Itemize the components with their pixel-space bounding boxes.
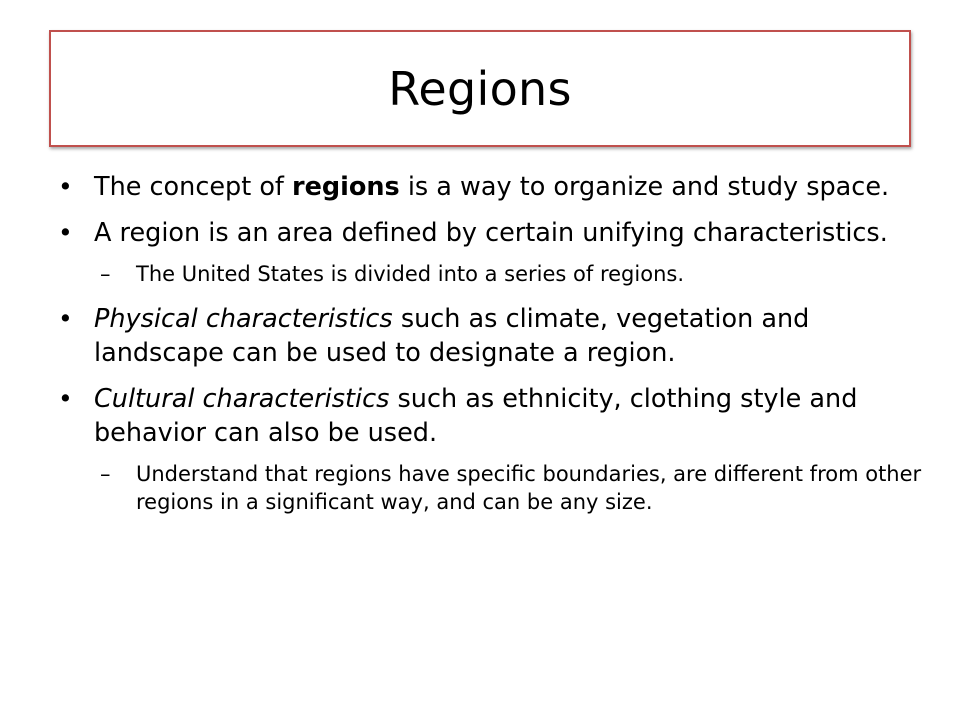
bullet-2-text: A region is an area defined by certain unifying characteristics.: [94, 218, 888, 248]
bullet-marker: •: [58, 384, 73, 413]
bullet-3-text-post: such as climate, vegetation and landscape can be used to designate a region.: [94, 304, 810, 368]
title-box: [49, 30, 911, 147]
bullet-4: [56, 382, 926, 450]
sub-bullet-1: [56, 260, 926, 288]
slide-title: Regions: [388, 61, 572, 116]
bullet-1-bold-term: regions: [292, 172, 400, 202]
sub-bullet-marker: –: [100, 262, 111, 286]
bullet-marker: •: [58, 304, 73, 333]
bullet-1: [56, 170, 926, 204]
bullet-marker: •: [58, 218, 73, 247]
bullet-2: [56, 216, 926, 250]
bullet-1-text-pre: The concept of: [94, 172, 292, 202]
sub-bullet-1-text: The United States is divided into a series of regions.: [136, 262, 684, 286]
sub-bullet-marker: –: [100, 462, 111, 486]
bullet-4-italic-term: Cultural characteristics: [94, 384, 390, 414]
slide-content: [56, 170, 926, 530]
bullet-4-text-post: such as ethnicity, clothing style and behavior can also be used.: [94, 384, 858, 448]
sub-bullet-2: [56, 460, 926, 516]
bullet-3-italic-term: Physical characteristics: [94, 304, 393, 334]
sub-bullet-2-text: Understand that regions have specific boundaries, are different from other regions in a significant way, and can be any size.: [136, 462, 922, 514]
bullet-marker: •: [58, 172, 73, 201]
bullet-1-text-post: is a way to organize and study space.: [399, 172, 890, 202]
bullet-3: [56, 302, 926, 370]
